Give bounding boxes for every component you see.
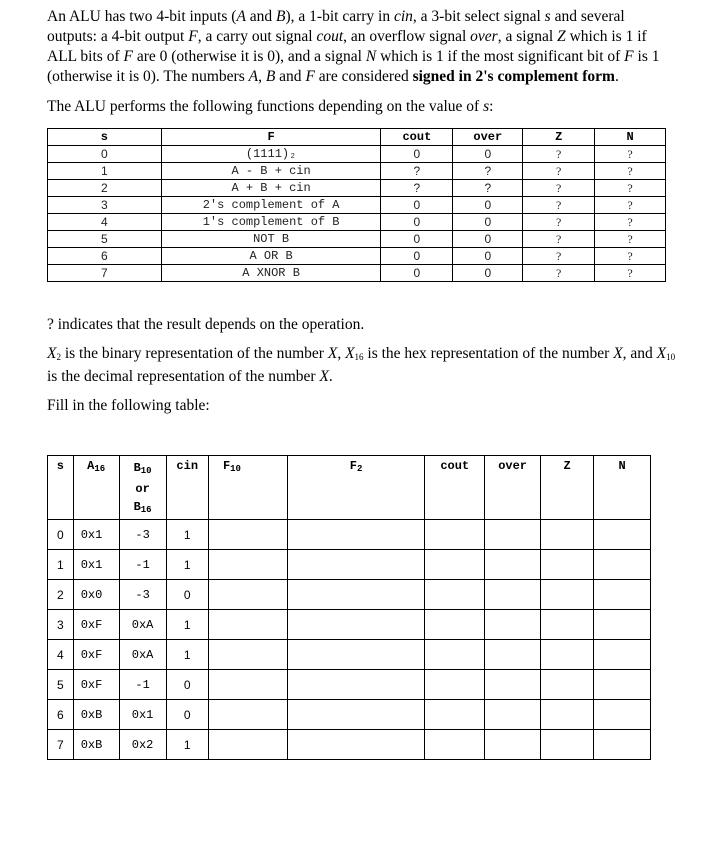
cell-cin: 0 bbox=[166, 700, 208, 730]
cell-cin: 1 bbox=[166, 730, 208, 760]
table-row bbox=[48, 700, 651, 730]
cell-n: ? bbox=[595, 146, 666, 163]
cell-s: 4 bbox=[48, 214, 162, 231]
cell-f10[interactable] bbox=[208, 640, 287, 670]
cell-f2[interactable] bbox=[288, 520, 425, 550]
cell-z: ? bbox=[523, 180, 595, 197]
cell-f2[interactable] bbox=[288, 610, 425, 640]
cell-n[interactable] bbox=[594, 520, 651, 550]
table-row bbox=[48, 610, 651, 640]
cell-f10[interactable] bbox=[208, 580, 287, 610]
cell-cout: 0 bbox=[381, 197, 453, 214]
cell-z[interactable] bbox=[540, 640, 593, 670]
header-b: $B_{10}$ or $B_{16}$ bbox=[119, 456, 166, 520]
cell-f: NOT B bbox=[161, 231, 381, 248]
cell-f10[interactable] bbox=[208, 610, 287, 640]
header-cout: cout bbox=[425, 456, 485, 520]
cell-z[interactable] bbox=[540, 550, 593, 580]
cell-s: 4 bbox=[48, 640, 74, 670]
cell-over[interactable] bbox=[485, 640, 541, 670]
cell-z[interactable] bbox=[540, 610, 593, 640]
cell-f: 2's complement of A bbox=[161, 197, 381, 214]
cell-cout: 0 bbox=[381, 214, 453, 231]
cell-f: A + B + cin bbox=[161, 180, 381, 197]
cell-z: ? bbox=[523, 146, 595, 163]
cell-s: 1 bbox=[48, 550, 74, 580]
table-row bbox=[48, 214, 666, 231]
cell-cin: 1 bbox=[166, 610, 208, 640]
cell-f10[interactable] bbox=[208, 730, 287, 760]
cell-b: -3 bbox=[119, 580, 166, 610]
cell-f: A XNOR B bbox=[161, 265, 381, 282]
functions-intro: The ALU performs the following functions depending on the value of s: bbox=[47, 98, 494, 115]
table-row bbox=[48, 670, 651, 700]
cell-cout[interactable] bbox=[425, 670, 485, 700]
header-f10: $F_{10}$ bbox=[208, 456, 287, 520]
cell-z[interactable] bbox=[540, 670, 593, 700]
cell-b: -1 bbox=[119, 670, 166, 700]
cell-z[interactable] bbox=[540, 700, 593, 730]
cell-z[interactable] bbox=[540, 580, 593, 610]
cell-a16: 0xF bbox=[73, 640, 119, 670]
cell-z: ? bbox=[523, 248, 595, 265]
cell-over[interactable] bbox=[485, 580, 541, 610]
cell-f2[interactable] bbox=[288, 640, 425, 670]
cell-a16: 0xB bbox=[73, 700, 119, 730]
cell-over: 0 bbox=[453, 248, 523, 265]
cell-a16: 0xF bbox=[73, 670, 119, 700]
cell-cin: 1 bbox=[166, 550, 208, 580]
cell-b: 0xA bbox=[119, 610, 166, 640]
cell-z: ? bbox=[523, 163, 595, 180]
cell-n[interactable] bbox=[594, 670, 651, 700]
cell-s: 2 bbox=[48, 580, 74, 610]
cell-over: 0 bbox=[453, 146, 523, 163]
cell-n: ? bbox=[595, 265, 666, 282]
table-row bbox=[48, 730, 651, 760]
cell-cout[interactable] bbox=[425, 730, 485, 760]
cell-cout[interactable] bbox=[425, 610, 485, 640]
cell-b: -3 bbox=[119, 520, 166, 550]
cell-cin: 1 bbox=[166, 640, 208, 670]
table-row bbox=[48, 180, 666, 197]
cell-f2[interactable] bbox=[288, 580, 425, 610]
cell-s: 6 bbox=[48, 700, 74, 730]
cell-n[interactable] bbox=[594, 700, 651, 730]
table-row bbox=[48, 197, 666, 214]
cell-n: ? bbox=[595, 214, 666, 231]
cell-cout: ? bbox=[381, 163, 453, 180]
cell-b: 0xA bbox=[119, 640, 166, 670]
cell-cout: 0 bbox=[381, 265, 453, 282]
cell-over: 0 bbox=[453, 197, 523, 214]
cell-a16: 0xB bbox=[73, 730, 119, 760]
cell-cout: 0 bbox=[381, 231, 453, 248]
cell-s: 3 bbox=[48, 197, 162, 214]
header-a16: $A_{16}$ bbox=[73, 456, 119, 520]
cell-s: 0 bbox=[48, 146, 162, 163]
cell-over[interactable] bbox=[485, 670, 541, 700]
cell-n[interactable] bbox=[594, 550, 651, 580]
cell-cin: 1 bbox=[166, 520, 208, 550]
cell-z: ? bbox=[523, 231, 595, 248]
cell-f2[interactable] bbox=[288, 670, 425, 700]
table-row bbox=[48, 248, 666, 265]
table-row bbox=[48, 580, 651, 610]
cell-over: 0 bbox=[453, 231, 523, 248]
table-row bbox=[48, 265, 666, 282]
cell-over: ? bbox=[453, 180, 523, 197]
cell-z: ? bbox=[523, 197, 595, 214]
cell-s: 5 bbox=[48, 231, 162, 248]
cell-n: ? bbox=[595, 197, 666, 214]
cell-s: 7 bbox=[48, 730, 74, 760]
note-question-mark: ? indicates that the result depends on the operation. bbox=[47, 316, 365, 333]
cell-n[interactable] bbox=[594, 580, 651, 610]
cell-f2[interactable] bbox=[288, 550, 425, 580]
cell-f10[interactable] bbox=[208, 520, 287, 550]
header-z: Z bbox=[540, 456, 593, 520]
cell-over[interactable] bbox=[485, 550, 541, 580]
cell-s: 6 bbox=[48, 248, 162, 265]
cell-n: ? bbox=[595, 248, 666, 265]
cell-s: 2 bbox=[48, 180, 162, 197]
cell-b: 0x1 bbox=[119, 700, 166, 730]
intro-paragraph: An ALU has two 4-bit inputs (A and B), a 1-bit carry in cin, a 3-bit select signal s and several outputs: a 4-bit output F, a carry out signal cout, an overflow signal over, a signal Z which is 1 if ALL bits of F are 0 (otherwise it is 0), and a signal N which is 1 if the most significant bit of F is 1 (otherwise it is 0). The numbers A, B and F are considered signed in 2's complement form. bbox=[47, 8, 660, 85]
cell-s: 3 bbox=[48, 610, 74, 640]
cell-n: ? bbox=[595, 180, 666, 197]
header-cout: cout bbox=[381, 129, 453, 146]
cell-over[interactable] bbox=[485, 520, 541, 550]
cell-cout[interactable] bbox=[425, 580, 485, 610]
cell-a16: 0x1 bbox=[73, 550, 119, 580]
cell-f10[interactable] bbox=[208, 550, 287, 580]
cell-cin: 0 bbox=[166, 670, 208, 700]
note-fill-table: Fill in the following table: bbox=[47, 397, 210, 414]
cell-s: 0 bbox=[48, 520, 74, 550]
header-z: Z bbox=[523, 129, 595, 146]
cell-s: 7 bbox=[48, 265, 162, 282]
header-cin: cin bbox=[166, 456, 208, 520]
note-representations: $X_2$ is the binary representation of the number X, $X_{16}$ is the hex representation of the number X, and $X_{10}$ is the decimal representation of the number X. bbox=[47, 345, 676, 385]
cell-over: ? bbox=[453, 163, 523, 180]
cell-a16: 0xF bbox=[73, 610, 119, 640]
cell-cout[interactable] bbox=[425, 550, 485, 580]
cell-cout[interactable] bbox=[425, 640, 485, 670]
cell-n: ? bbox=[595, 163, 666, 180]
cell-a16: 0x0 bbox=[73, 580, 119, 610]
cell-f10[interactable] bbox=[208, 670, 287, 700]
cell-f10[interactable] bbox=[208, 700, 287, 730]
cell-n[interactable] bbox=[594, 730, 651, 760]
cell-s: 1 bbox=[48, 163, 162, 180]
cell-cout: 0 bbox=[381, 146, 453, 163]
cell-over: 0 bbox=[453, 214, 523, 231]
header-over: over bbox=[485, 456, 541, 520]
cell-b: -1 bbox=[119, 550, 166, 580]
cell-over: 0 bbox=[453, 265, 523, 282]
cell-n[interactable] bbox=[594, 610, 651, 640]
table-row bbox=[48, 640, 651, 670]
cell-f: A - B + cin bbox=[161, 163, 381, 180]
header-s: s bbox=[48, 456, 74, 520]
cell-n[interactable] bbox=[594, 640, 651, 670]
cell-z[interactable] bbox=[540, 730, 593, 760]
cell-a16: 0x1 bbox=[73, 520, 119, 550]
fill-table bbox=[47, 455, 651, 760]
header-s: s bbox=[48, 129, 162, 146]
function-table-header bbox=[48, 129, 666, 146]
header-f2: $F_2$ bbox=[288, 456, 425, 520]
table-row bbox=[48, 550, 651, 580]
cell-b: 0x2 bbox=[119, 730, 166, 760]
cell-f: A OR B bbox=[161, 248, 381, 265]
cell-cout[interactable] bbox=[425, 700, 485, 730]
cell-cout: 0 bbox=[381, 248, 453, 265]
header-over: over bbox=[453, 129, 523, 146]
cell-cin: 0 bbox=[166, 580, 208, 610]
table-row bbox=[48, 146, 666, 163]
header-n: N bbox=[595, 129, 666, 146]
cell-f2[interactable] bbox=[288, 700, 425, 730]
table-row bbox=[48, 520, 651, 550]
cell-s: 5 bbox=[48, 670, 74, 700]
cell-over[interactable] bbox=[485, 730, 541, 760]
cell-cout: ? bbox=[381, 180, 453, 197]
function-table bbox=[47, 128, 666, 282]
table-row bbox=[48, 163, 666, 180]
cell-z[interactable] bbox=[540, 520, 593, 550]
fill-table-header bbox=[48, 456, 651, 520]
cell-f: 1's complement of B bbox=[161, 214, 381, 231]
table-row bbox=[48, 231, 666, 248]
cell-f2[interactable] bbox=[288, 730, 425, 760]
cell-cout[interactable] bbox=[425, 520, 485, 550]
cell-over[interactable] bbox=[485, 700, 541, 730]
header-f: F bbox=[161, 129, 381, 146]
cell-n: ? bbox=[595, 231, 666, 248]
cell-z: ? bbox=[523, 214, 595, 231]
header-n: N bbox=[594, 456, 651, 520]
cell-f: (1111)₂ bbox=[161, 146, 381, 163]
cell-z: ? bbox=[523, 265, 595, 282]
cell-over[interactable] bbox=[485, 610, 541, 640]
